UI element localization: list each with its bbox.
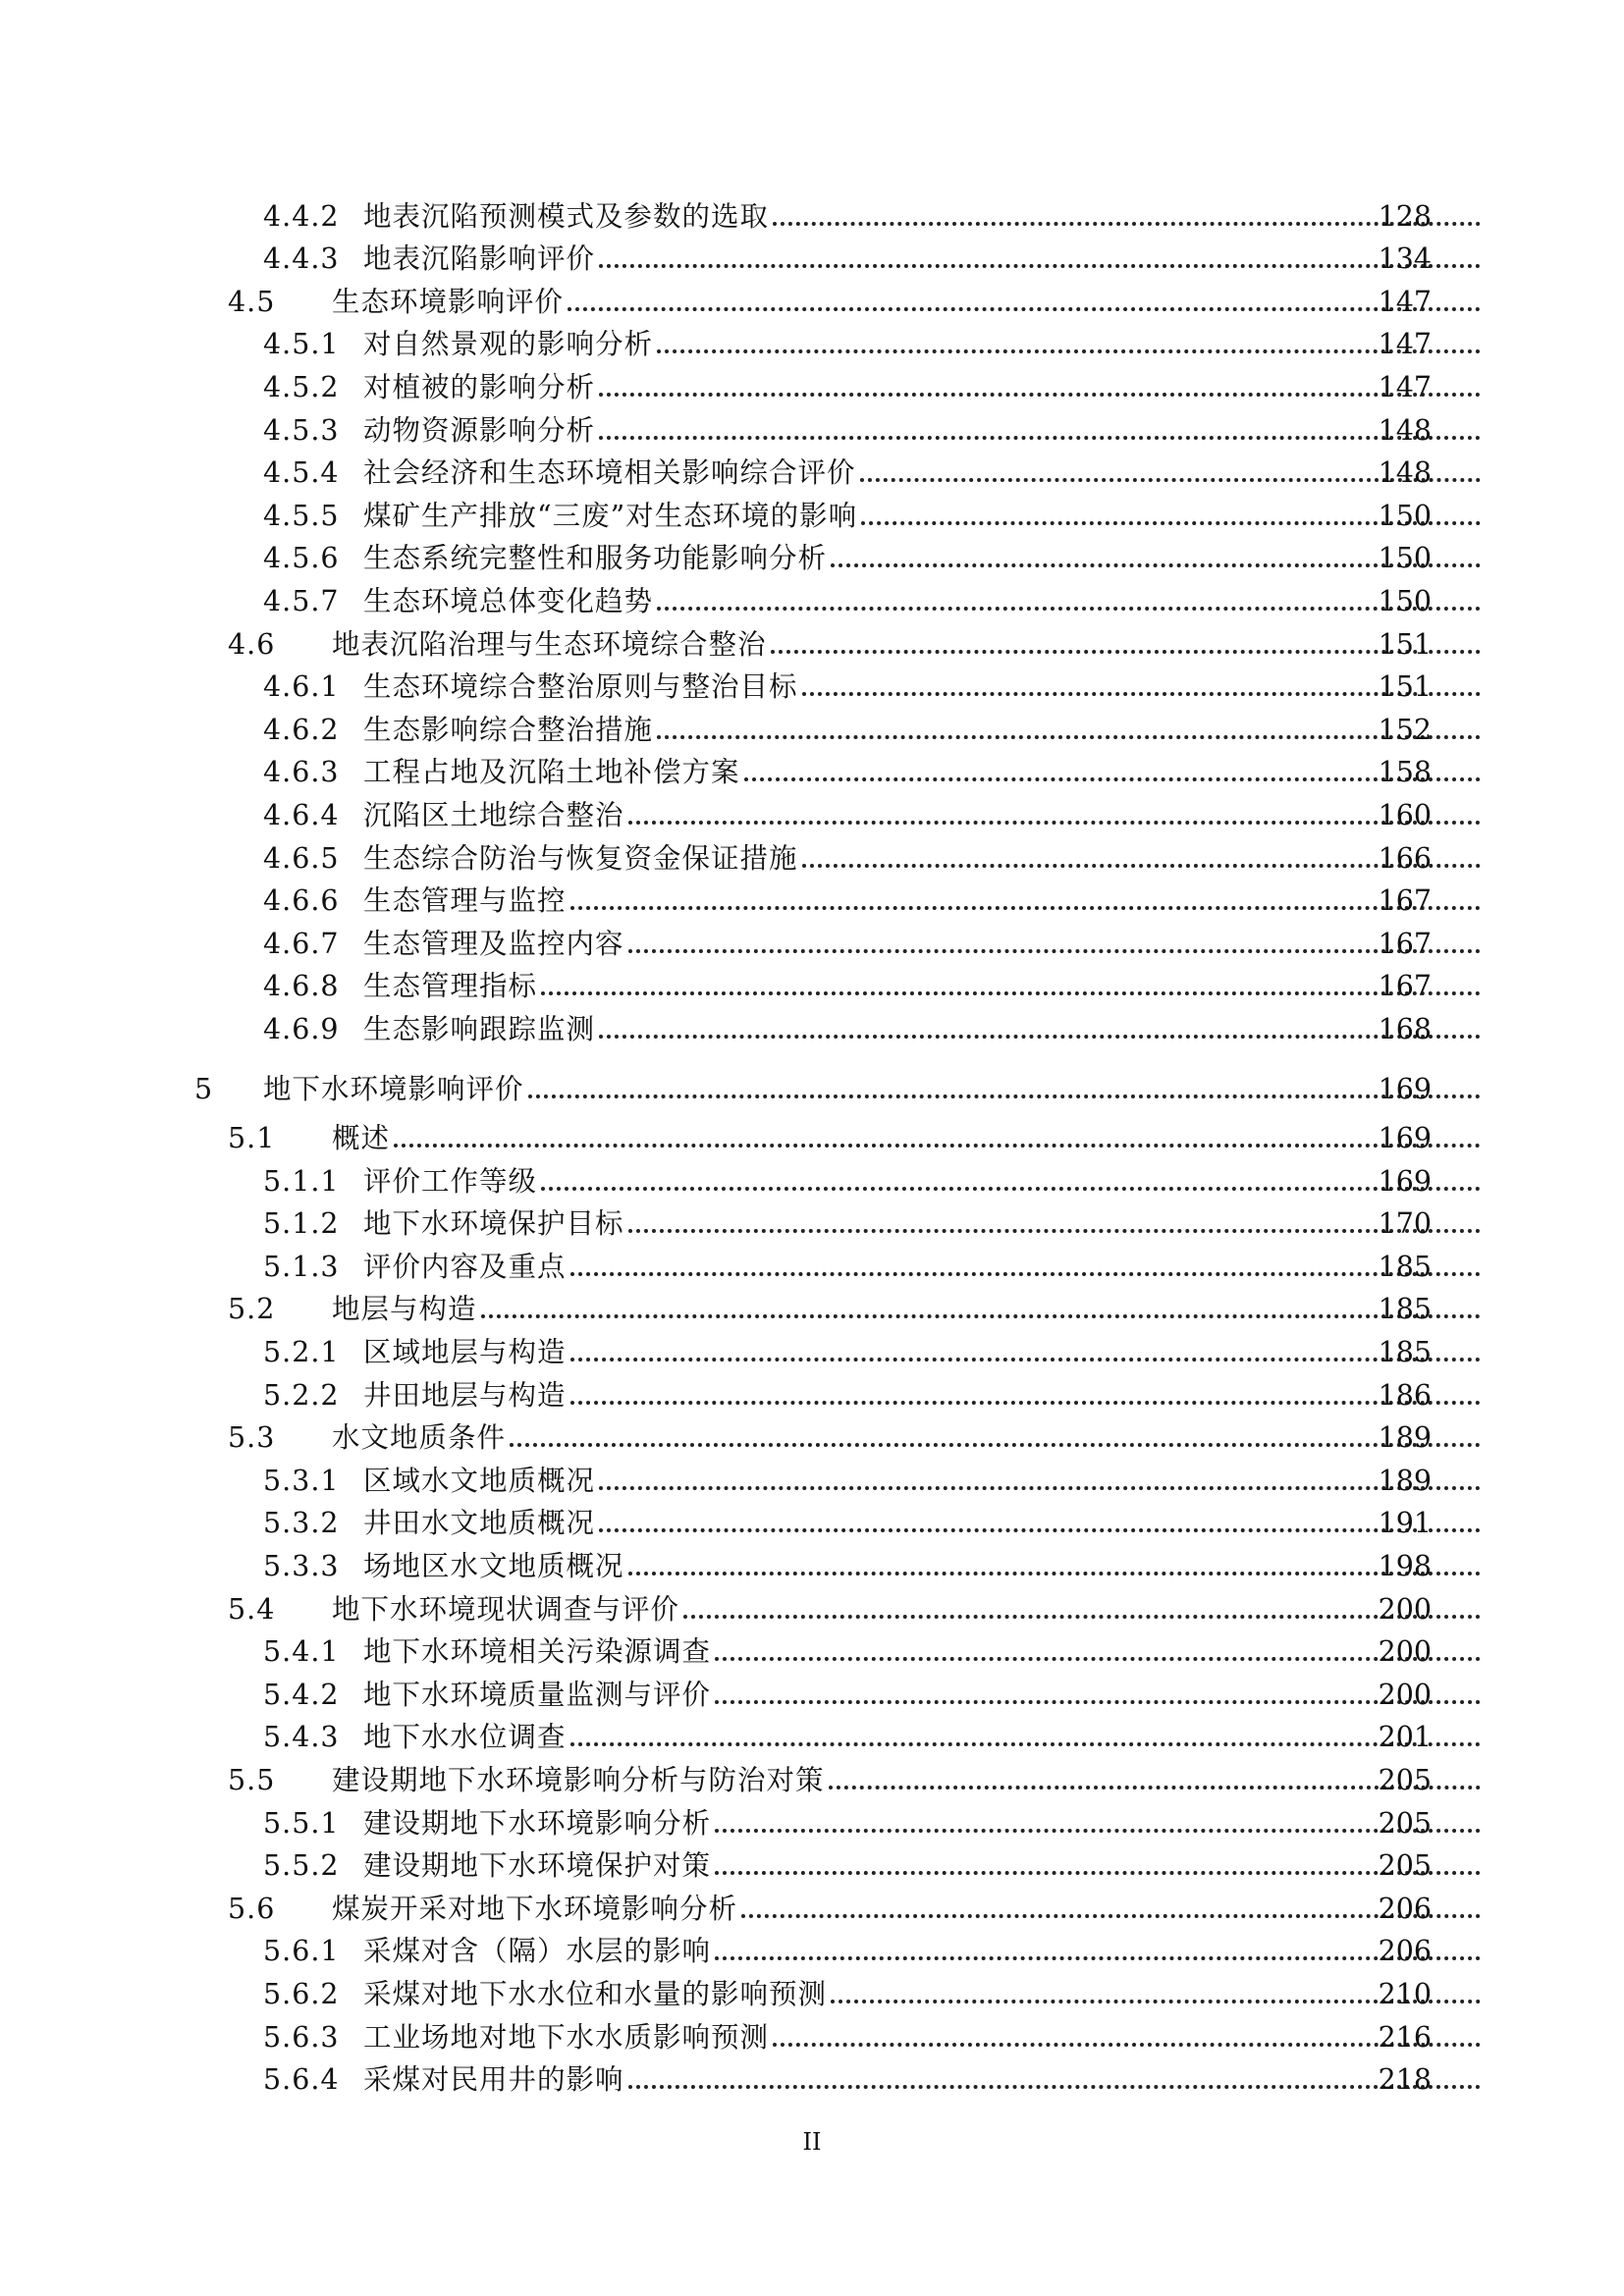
dot-leader [394,1144,1481,1148]
toc-entry-title: 场地区水文地质概况 [363,1550,624,1582]
dot-leader [628,949,1481,953]
toc-entry-title: 采煤对含（隔）水层的影响 [363,1935,712,1968]
toc-entry-page: 150 [1378,584,1432,617]
toc-entry[interactable] [0,791,1624,834]
toc-entry-title: 对自然景观的影响分析 [363,328,654,361]
toc-entry-title: 生态环境综合整治原则与整治目标 [363,670,798,704]
toc-entry[interactable] [0,920,1624,963]
toc-entry-number: 4.5.1 [263,328,340,361]
toc-entry-page: 170 [1378,1207,1432,1241]
toc-entry-title: 建设期地下水环境影响分析 [363,1806,712,1840]
toc-entry[interactable] [0,1457,1624,1500]
toc-entry-page: 191 [1378,1507,1432,1540]
toc-entry-number: 4.6.6 [263,884,340,918]
toc-entry[interactable] [0,1842,1624,1886]
toc-entry-title: 井田地层与构造 [363,1378,567,1412]
toc-entry-page: 150 [1378,542,1432,575]
toc-entry[interactable] [0,1585,1624,1629]
dot-leader [715,1700,1481,1704]
toc-entry-title: 地下水环境现状调查与评价 [332,1592,680,1626]
toc-entry-title: 动物资源影响分析 [363,413,596,447]
toc-entry-number: 4.5.7 [263,584,340,617]
toc-entry[interactable] [0,1114,1624,1157]
toc-entry-page: 160 [1378,798,1432,831]
toc-entry-number: 5.6 [228,1892,276,1925]
toc-entry[interactable] [0,1201,1624,1244]
toc-entry[interactable] [0,963,1624,1006]
toc-entry-page: 167 [1378,884,1432,918]
toc-entry-title: 采煤对民用井的影响 [363,2063,624,2097]
dot-leader [481,1314,1481,1318]
toc-entry-page: 151 [1378,670,1432,704]
toc-entry-number: 5.1.2 [263,1207,340,1241]
toc-entry-title: 生态环境影响评价 [332,285,565,318]
toc-entry-title: 工业场地对地下水水质影响预测 [363,2020,770,2054]
dot-leader [510,1443,1481,1447]
toc-entry-page: 147 [1378,285,1432,318]
toc-entry[interactable] [0,1005,1624,1048]
dot-leader [541,1187,1481,1191]
toc-entry-number: 4.6.5 [263,841,340,875]
toc-entry-page: 134 [1378,242,1432,276]
toc-entry-number: 5.6.4 [263,2063,340,2097]
toc-entry-number: 5 [194,1073,214,1106]
toc-entry-number: 5.3 [228,1421,276,1455]
toc-entry-page: 168 [1378,1012,1432,1045]
toc-entry-page: 189 [1378,1464,1432,1497]
toc-entry-title: 地下水环境影响评价 [263,1073,524,1106]
toc-entry-page: 189 [1378,1421,1432,1455]
toc-entry-title: 工程占地及沉陷土地补偿方案 [363,756,740,789]
dot-leader [599,436,1481,440]
table-of-contents [0,192,1624,2099]
toc-entry-page: 185 [1378,1336,1432,1369]
toc-entry-number: 4.6.2 [263,713,340,746]
toc-entry-number: 5.2.1 [263,1336,340,1369]
toc-entry-number: 4.6.4 [263,798,340,831]
toc-entry-page: 158 [1378,756,1432,789]
toc-entry-title: 采煤对地下水水位和水量的影响预测 [363,1977,828,2010]
toc-entry-title: 社会经济和生态环境相关影响综合评价 [363,456,856,490]
toc-entry-number: 4.6.8 [263,970,340,1003]
toc-entry-number: 5.1.1 [263,1164,340,1198]
toc-entry-number: 4.5.4 [263,456,340,490]
dot-leader [599,1035,1481,1039]
toc-entry-page: 205 [1378,1849,1432,1883]
toc-entry-page: 152 [1378,713,1432,746]
toc-entry[interactable] [0,535,1624,578]
toc-entry[interactable] [0,749,1624,792]
toc-entry-title: 地下水环境保护目标 [363,1207,624,1241]
dot-leader [628,821,1481,825]
toc-entry-number: 5.6.2 [263,1977,340,2010]
toc-entry[interactable] [0,1671,1624,1714]
toc-entry-title: 煤炭开采对地下水环境影响分析 [332,1892,738,1925]
toc-entry-title: 地表沉陷治理与生态环境综合整治 [332,627,767,661]
toc-entry-title: 生态环境总体变化趋势 [363,584,654,617]
toc-entry-title: 建设期地下水环境保护对策 [363,1849,712,1883]
toc-entry[interactable] [0,1500,1624,1543]
dot-leader [773,222,1481,226]
dot-leader [741,1914,1481,1918]
dot-leader [773,2043,1481,2047]
toc-entry-page: 200 [1378,1635,1432,1669]
toc-entry-title: 区域水文地质概况 [363,1464,596,1497]
toc-entry-page: 185 [1378,1250,1432,1283]
toc-entry[interactable] [0,706,1624,749]
toc-entry-title: 地层与构造 [332,1293,477,1326]
dot-leader [657,349,1481,353]
toc-entry[interactable] [0,834,1624,878]
toc-entry-page: 148 [1378,456,1432,490]
toc-entry[interactable] [0,1799,1624,1842]
toc-entry-title: 评价工作等级 [363,1164,538,1198]
dot-leader [599,1528,1481,1532]
toc-entry[interactable] [0,878,1624,921]
toc-entry-page: 148 [1378,413,1432,447]
toc-entry[interactable] [0,1328,1624,1371]
dot-leader [599,1486,1481,1490]
toc-entry-number: 5.5.2 [263,1849,340,1883]
toc-entry-page: 218 [1378,2063,1432,2097]
dot-leader [599,264,1481,268]
dot-leader [528,1095,1481,1098]
dot-leader [744,777,1481,781]
toc-entry-number: 5.6.1 [263,1935,340,1968]
toc-entry[interactable] [0,236,1624,279]
toc-entry-number: 5.2 [228,1293,276,1326]
toc-entry[interactable] [0,1885,1624,1928]
dot-leader [771,650,1481,654]
toc-entry-page: 206 [1378,1892,1432,1925]
toc-entry-title: 生态管理指标 [363,970,538,1003]
dot-leader [683,1615,1481,1619]
toc-entry-number: 5.4 [228,1592,276,1626]
toc-entry-title: 生态综合防治与恢复资金保证措施 [363,841,798,875]
toc-entry-number: 4.6.7 [263,927,340,960]
dot-leader [628,2085,1481,2089]
toc-entry-number: 4.5.3 [263,413,340,447]
toc-entry-title: 煤矿生产排放“三废”对生态环境的影响 [363,499,858,532]
toc-entry-page: 169 [1378,1073,1432,1106]
toc-entry-number: 5.2.2 [263,1378,340,1412]
toc-entry[interactable] [0,664,1624,707]
toc-entry-page: 169 [1378,1122,1432,1155]
toc-entry-number: 5.4.2 [263,1678,340,1711]
toc-entry-title: 生态管理与监控 [363,884,567,918]
toc-entry[interactable] [0,492,1624,535]
toc-entry-page: 205 [1378,1806,1432,1840]
toc-entry-number: 5.3.3 [263,1550,340,1582]
toc-entry-title: 地下水环境质量监测与评价 [363,1678,712,1711]
dot-leader [657,607,1481,611]
toc-entry-page: 150 [1378,499,1432,532]
dot-leader [570,1401,1481,1405]
toc-entry-page: 200 [1378,1592,1432,1626]
dot-leader [628,1572,1481,1575]
toc-entry-title: 概述 [332,1122,391,1155]
toc-entry[interactable] [0,1542,1624,1585]
dot-leader [541,991,1481,995]
toc-entry-number: 4.5 [228,285,276,318]
toc-entry-page: 216 [1378,2020,1432,2054]
toc-entry-page: 167 [1378,927,1432,960]
toc-entry-title: 评价内容及重点 [363,1250,567,1283]
toc-entry[interactable] [0,363,1624,406]
toc-entry-number: 5.4.3 [263,1721,340,1754]
toc-entry-page: 166 [1378,841,1432,875]
toc-entry-title: 水文地质条件 [332,1421,507,1455]
toc-entry-number: 4.5.5 [263,499,340,532]
toc-entry-number: 5.4.1 [263,1635,340,1669]
toc-entry-page: 205 [1378,1763,1432,1796]
toc-entry-page: 147 [1378,328,1432,361]
toc-entry[interactable] [0,1970,1624,2013]
toc-entry[interactable] [0,450,1624,493]
toc-entry-page: 210 [1378,1977,1432,2010]
toc-entry-number: 4.6 [228,627,276,661]
toc-entry-number: 4.6.3 [263,756,340,789]
toc-entry[interactable] [0,1714,1624,1757]
toc-entry-page: 200 [1378,1678,1432,1711]
toc-entry-title: 生态管理及监控内容 [363,927,624,960]
toc-entry[interactable] [0,321,1624,364]
dot-leader [657,735,1481,739]
dot-leader [715,1829,1481,1833]
toc-entry-page: 185 [1378,1293,1432,1326]
toc-entry-title: 地表沉陷预测模式及参数的选取 [363,199,770,233]
toc-entry-title: 建设期地下水环境影响分析与防治对策 [332,1763,825,1796]
toc-entry[interactable] [0,620,1624,664]
dot-leader [570,1358,1481,1362]
toc-entry-number: 5.1.3 [263,1250,340,1283]
toc-entry[interactable] [0,1371,1624,1415]
toc-entry-page: 167 [1378,970,1432,1003]
dot-leader [715,1871,1481,1875]
dot-leader [599,393,1481,397]
toc-entry-number: 4.5.6 [263,542,340,575]
toc-entry-number: 5.1 [228,1122,276,1155]
toc-entry[interactable] [0,1157,1624,1201]
dot-leader [715,1956,1481,1960]
toc-entry-number: 5.3.2 [263,1507,340,1540]
dot-leader [628,1229,1481,1233]
toc-entry-title: 生态系统完整性和服务功能影响分析 [363,542,828,575]
toc-entry-title: 地表沉陷影响评价 [363,242,596,276]
toc-entry-number: 5.5.1 [263,1806,340,1840]
toc-entry[interactable] [0,1756,1624,1799]
toc-entry[interactable] [0,1928,1624,1971]
toc-entry-page: 206 [1378,1935,1432,1968]
toc-entry-page: 147 [1378,370,1432,403]
toc-entry-page: 128 [1378,199,1432,233]
toc-entry-title: 生态影响综合整治措施 [363,713,654,746]
toc-entry[interactable] [0,406,1624,450]
toc-entry-number: 4.6.1 [263,670,340,704]
toc-entry-number: 5.5 [228,1763,276,1796]
toc-entry-title: 区域地层与构造 [363,1336,567,1369]
toc-entry-number: 5.6.3 [263,2020,340,2054]
dot-leader [570,906,1481,910]
toc-entry[interactable] [0,1066,1624,1109]
toc-entry[interactable] [0,1286,1624,1329]
toc-entry-title: 沉陷区土地综合整治 [363,798,624,831]
toc-entry-number: 4.4.3 [263,242,340,276]
toc-entry-number: 4.6.9 [263,1012,340,1045]
toc-entry-page: 201 [1378,1721,1432,1754]
toc-entry-page: 151 [1378,627,1432,661]
toc-entry[interactable] [0,2013,1624,2056]
toc-entry[interactable] [0,192,1624,236]
toc-entry-number: 5.3.1 [263,1464,340,1497]
toc-entry-title: 生态影响跟踪监测 [363,1012,596,1045]
toc-entry-title: 井田水文地质概况 [363,1507,596,1540]
toc-entry[interactable] [0,1629,1624,1672]
dot-leader [715,1657,1481,1661]
toc-entry[interactable] [0,577,1624,620]
toc-entry[interactable] [0,278,1624,321]
toc-entry-title: 地下水水位调查 [363,1721,567,1754]
toc-entry[interactable] [0,1415,1624,1458]
dot-leader [570,1742,1481,1746]
toc-entry-title: 对植被的影响分析 [363,370,596,403]
dot-leader [568,307,1481,311]
toc-entry-page: 186 [1378,1378,1432,1412]
toc-entry-page: 169 [1378,1164,1432,1198]
toc-entry[interactable] [0,2056,1624,2100]
toc-entry-number: 4.5.2 [263,370,340,403]
toc-entry-page: 198 [1378,1550,1432,1582]
dot-leader [570,1272,1481,1276]
toc-entry-number: 4.4.2 [263,199,340,233]
toc-entry[interactable] [0,1243,1624,1286]
page-number: II [802,2128,822,2156]
toc-entry-title: 地下水环境相关污染源调查 [363,1635,712,1669]
